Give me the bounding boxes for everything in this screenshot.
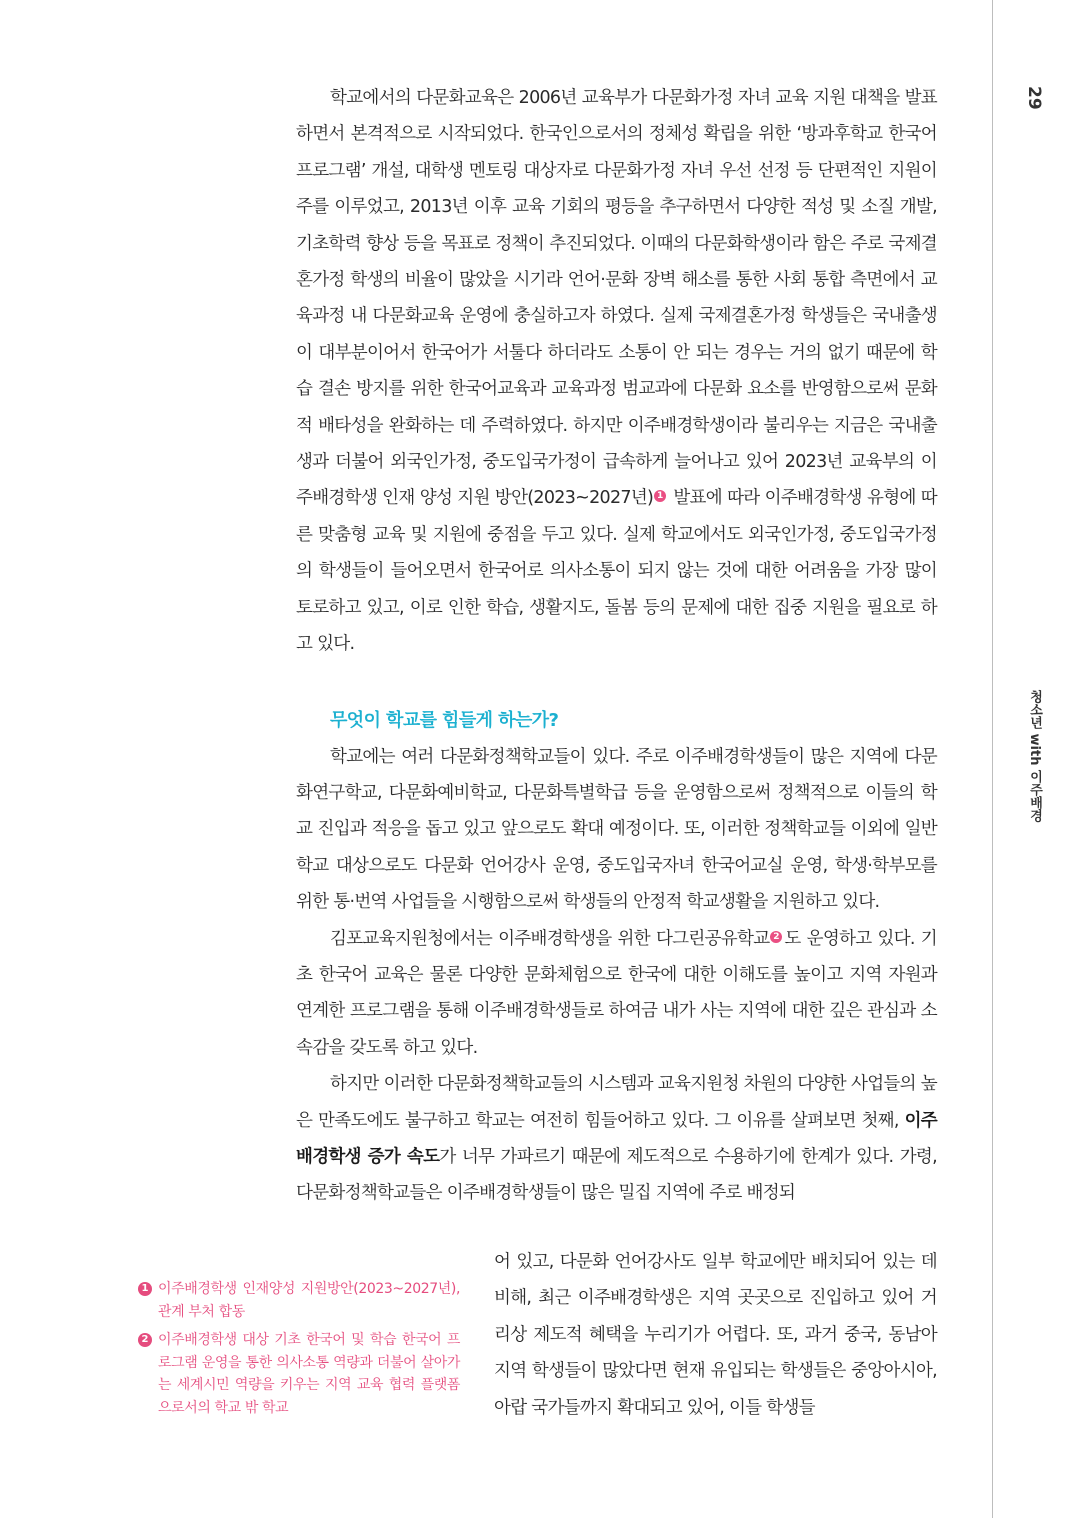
side-divider-line	[992, 0, 993, 1518]
footnote-2-text: 이주배경학생 대상 기초 한국어 및 학습 한국어 프로그램 운영을 통한 의사소통 역량과 더불어 살아가는 세계시민 역량을 키우는 지역 교육 협력 플랫폼으로서의 학교 밖 학교	[158, 1332, 460, 1416]
paragraph-1	[296, 80, 937, 663]
footnote-2	[138, 1329, 460, 1419]
page-number: 29	[1024, 86, 1044, 110]
paragraph-3-text-a: 김포교육지원청에서는 이주배경학생을 위한 다그린공유학교	[330, 928, 770, 949]
paragraph-4-text-b: 가 너무 가파르기 때문에 제도적으로 수용하기에 한계가 있다. 가령, 다문화정책학교들은 이주배경학생들이 많은 밀집 지역에 주로 배정되	[296, 1146, 937, 1204]
paragraph-2: 학교에는 여러 다문화정책학교들이 있다. 주로 이주배경학생들이 많은 지역에 다문화연구학교, 다문화예비학교, 다문화특별학급 등을 운영함으로써 정책적으로 이들의 학교 진입과 적응을 돕고 있고 앞으로도 확대 예정이다. 또, 이러한 정책학교들 이외에 일반 학교 대상으로도 다문화 언어강사 운영, 중도입국자녀 한국어교실 운영, 학생·학부모를 위한 통·번역 사업들을 시행함으로써 학생들의 안정적 학교생활을 지원하고 있다.	[296, 746, 937, 913]
paragraph-4-continuation: 어 있고, 다문화 언어강사도 일부 학교에만 배치되어 있는 데 비해, 최근 이주배경학생은 지역 곳곳으로 진입하고 있어 거리상 제도적 혜택을 누리기가 어렵다. 또, 과거 중국, 동남아 지역 학생들이 많았다면 현재 유입되는 학생들은 중앙아시아, 아랍 국가들까지 확대되고 있어, 이들 학생들	[494, 1252, 937, 1418]
article-body	[296, 80, 937, 1212]
paragraph-4-emphasis: 이주배경학생 증가 속도	[296, 1110, 937, 1167]
running-title: 청소년 with 이주배경	[1027, 690, 1042, 822]
paragraph-1-text-a: 학교에서의 다문화교육은 2006년 교육부가 다문화가정 자녀 교육 지원 대책을 발표하면서 본격적으로 시작되었다. 한국인으로서의 정체성 확립을 위한 ‘방과후학교 한국어 프로그램’ 개설, 대학생 멘토링 대상자로 다문화가정 자녀 우선 선정 등 단편적인 지원이 주를 이루었고, 2013년 이후 교육 기회의 평등을 추구하면서 다양한 적성 및 소질 개발, 기초학력 향상 등을 목표로 정책이 추진되었다. 이때의 다문화학생이라 함은 주로 국제결혼가정 학생의 비율이 많았을 시기라 언어·문화 장벽 해소를 통한 사회 통합 측면에서 교육과정 내 다문화교육 운영에 충실하고자 하였다. 실제 국제결혼가정 학생들은 국내출생이 대부분이어서 한국어가 서툴다 하더라도 소통이 안 되는 경우는 거의 없기 때문에 학습 결손 방지를 위한 한국어교육과 교육과정 범교과에 다문화 요소를 반영함으로써 문화적 배타성을 완화하는 데 주력하였다. 하지만 이주배경학생이라 불리우는 지금은 국내출생과 더불어 외국인가정, 중도입국가정이 급속하게 늘어나고 있어 2023년 교육부의 이주배경학생 인재 양성 지원 방안(2023~2027년)	[296, 88, 937, 509]
paragraph-4-text-a: 하지만 이러한 다문화정책학교들의 시스템과 교육지원청 차원의 다양한 사업들의 높은 만족도에도 불구하고 학교는 여전히 힘들어하고 있다. 그 이유를 살펴보면 첫째,	[296, 1074, 937, 1131]
footnote-1-text: 이주배경학생 인재양성 지원방안(2023~2027년), 관계 부처 합동	[158, 1281, 460, 1320]
footnote-1-marker-icon: 1	[138, 1282, 152, 1296]
section-heading: 무엇이 학교를 힘들게 하는가?	[330, 709, 559, 731]
footnotes	[138, 1278, 460, 1425]
footnote-2-marker-icon: 2	[138, 1333, 152, 1347]
footnote-ref-1-icon[interactable]: 1	[654, 490, 666, 502]
paragraph-3-text-b: 도 운영하고 있다. 기초 한국어 교육은 물론 다양한 문화체험으로 한국에 대한 이해도를 높이고 지역 자원과 연계한 프로그램을 통해 이주배경학생들로 하여금 내가 사는 지역에 대한 깊은 관심과 소속감을 갖도록 하고 있다.	[296, 928, 938, 1058]
paragraph-4	[296, 1066, 937, 1212]
paragraph-1-text-b: 발표에 따라 이주배경학생 유형에 따른 맞춤형 교육 및 지원에 중점을 두고 있다. 실제 학교에서도 외국인가정, 중도입국가정의 학생들이 들어오면서 한국어로 의사소통이 되지 않는 것에 대한 어려움을 가장 많이 토로하고 있고, 이로 인한 학습, 생활지도, 돌봄 등의 문제에 대한 집중 지원을 필요로 하고 있다.	[296, 488, 938, 655]
paragraph-3	[296, 921, 937, 1067]
footnote-ref-2-icon[interactable]: 2	[770, 931, 782, 943]
footnote-1	[138, 1278, 460, 1323]
